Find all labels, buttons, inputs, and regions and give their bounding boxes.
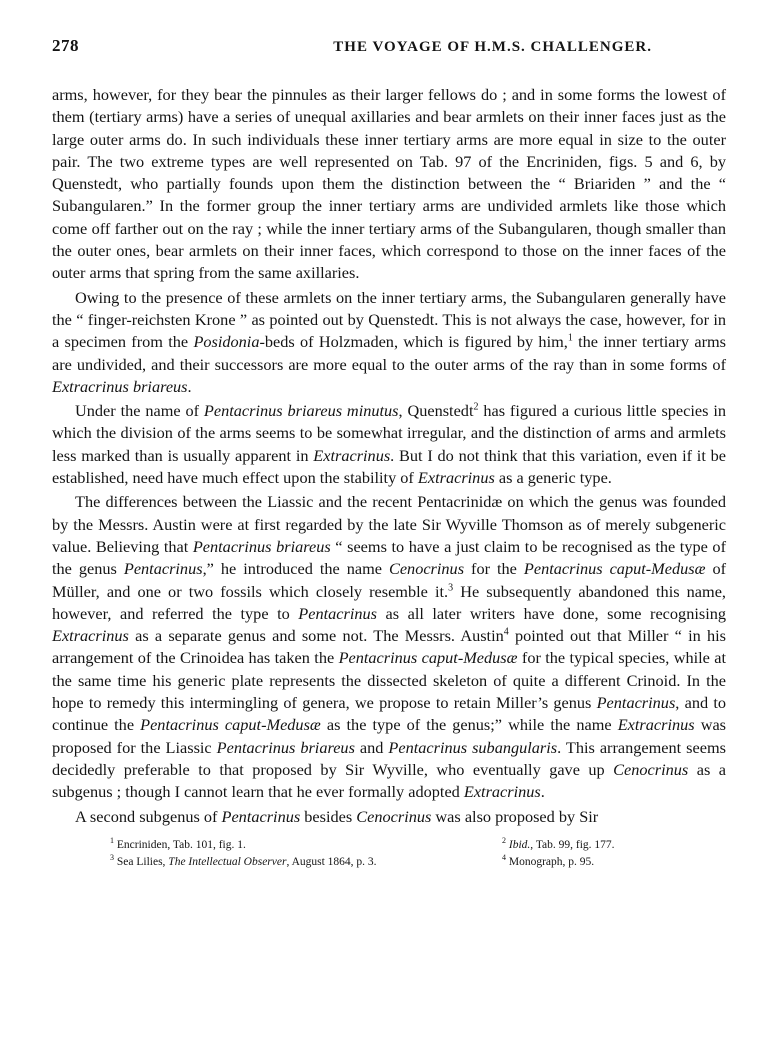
footnote-text: Encriniden, Tab. 101, fig. 1. <box>116 838 246 851</box>
page-number: 278 <box>52 36 79 55</box>
footnote-text: Ibid., Tab. 99, fig. 177. <box>508 838 615 851</box>
paragraph: A second subgenus of Pentacrinus besides Cenocrinus was also proposed by Sir <box>75 806 599 826</box>
footnote-3 <box>110 852 502 870</box>
footnote-mark: 3 <box>110 852 114 862</box>
document-page <box>52 36 726 870</box>
footnote-mark: 4 <box>502 852 506 862</box>
paragraph: Under the name of Pentacrinus briareus minutus, Quenstedt$^2$ has figured a curious little species in which the division of the arms seems to be somewhat irregular, and the distinction of arms and armlets less marked than is usually apparent in Extracrinus. But I do not think that this variation, even if it be established, need have much effect upon the stability of Extracrinus as a generic type. <box>52 401 727 488</box>
footnote-2 <box>502 835 762 853</box>
footnote-1 <box>110 835 502 853</box>
paragraph: Owing to the presence of these armlets on the inner tertiary arms, the Subangularen generally have the “ finger-reichsten Krone ” as pointed out by Quenstedt. This is not always the case, however, for in a specimen from the Posidonia-beds of Holzmaden, which is figured by him,$^1$ the inner tertiary arms are undivided, and their successors are more equal to the outer arms of the ray than in some forms of Extracrinus briareus. <box>52 287 727 396</box>
footnote-text: Sea Lilies, The Intellectual Observer, August 1864, p. 3. <box>116 855 377 868</box>
running-header <box>52 36 726 68</box>
footnote-mark: 1 <box>110 835 114 845</box>
paragraph: The differences between the Liassic and the recent Pentacrinidæ on which the genus was founded by the Messrs. Austin were at first regarded by the late Sir Wyville Thomson as of merely subgeneric value. Believing that Pentacrinus briareus “ seems to have a just claim to be recognised as the type of the genus Pentacrinus,” he introduced the name Cenocrinus for the Pentacrinus caput-Medusæ of Müller, and one or two fossils which closely resemble it.$^3$ He subsequently abandoned this name, however, and referred the type to Pentacrinus as all later writers have done, some recognising Extracrinus as a separate genus and some not. The Messrs. Austin$^4$ pointed out that Miller “ in his arrangement of the Crinoidea has taken the Pentacrinus caput-Medusæ for the typical species, while at the same time his generic plate represents the dissected skeleton of quite a different Crinoid. In the hope to remedy this intermingling of genera, we propose to retain Miller’s genus Pentacrinus, and to continue the Pentacrinus caput-Medusæ as the type of the genus;” while the name Extracrinus was proposed for the Liassic Pentacrinus briareus and Pentacrinus subangularis. This arrangement seems decidedly preferable to that proposed by Sir Wyville, who eventually gave up Cenocrinus as a subgenus ; though I cannot learn that he ever formally adopted Extracrinus. <box>52 492 727 802</box>
footnotes <box>52 835 726 870</box>
footnote-4 <box>502 852 762 870</box>
footnote-mark: 2 <box>502 835 506 845</box>
running-title: THE VOYAGE OF H.M.S. CHALLENGER. <box>333 39 652 55</box>
body-text <box>52 84 726 828</box>
footnote-text: Monograph, p. 95. <box>508 855 595 868</box>
paragraph: arms, however, for they bear the pinnules as their larger fellows do ; and in some forms the lowest of them (tertiary arms) have a series of unequal axillaries and bear armlets on their inner faces just as the large outer arms do. In such individuals these inner tertiary arms are more equal in size to the outer pair. The two extreme types are well represented on Tab. 97 of the Encriniden, figs. 5 and 6, by Quenstedt, who partially founds upon them the distinction between the “ Briariden ” and the “ Subangularen.” In the former group the inner tertiary arms are undivided armlets like those which come off farther out on the ray ; while the inner tertiary arms of the Subangularen, though smaller than the outer ones, bear armlets on their inner faces, which correspond to those on the inner faces of the outer arms that spring from the same axillaries. <box>52 85 726 283</box>
